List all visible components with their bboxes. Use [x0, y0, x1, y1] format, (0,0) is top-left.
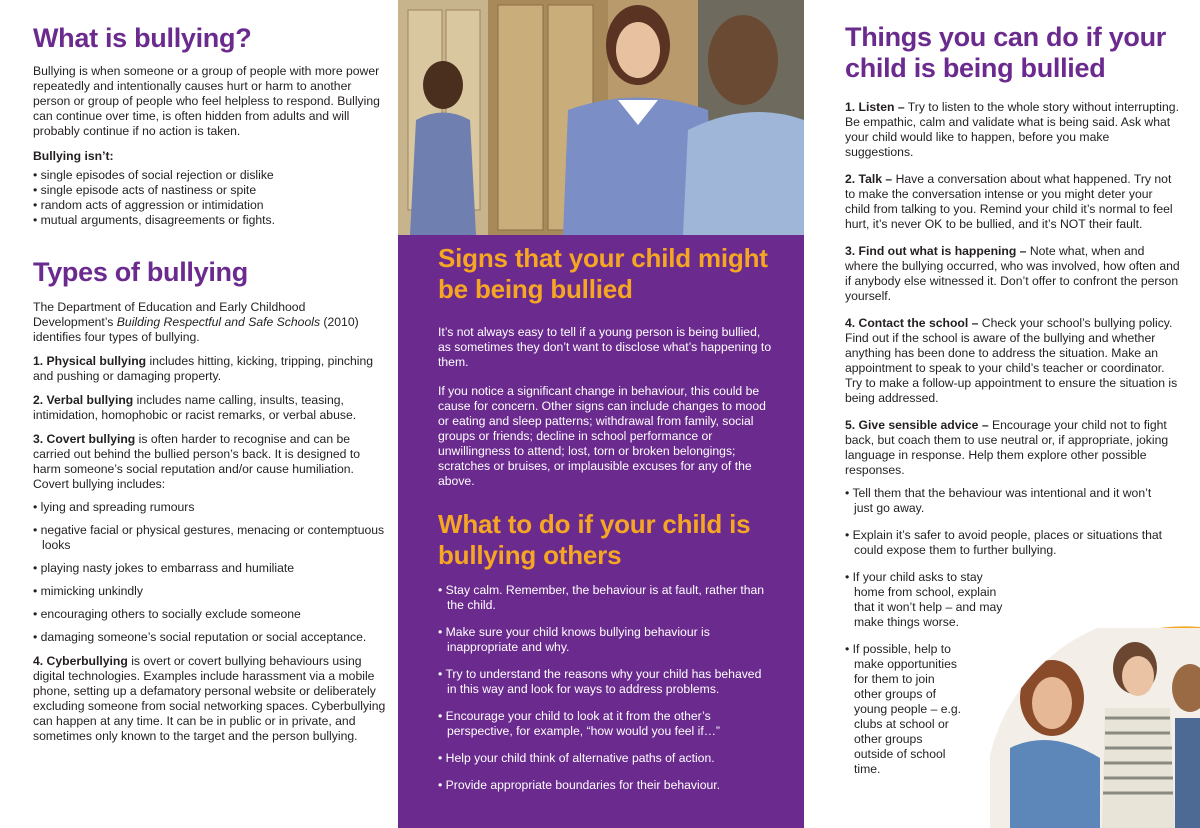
signs-panel [398, 235, 804, 828]
sensible-advice-label: 5. Give sensible advice – [845, 418, 989, 432]
mother-and-children-photo [990, 588, 1200, 828]
types-intro-text-end: (2010) identifies four types of bullying. [33, 315, 359, 344]
list-item: • damaging someone’s social reputation or social acceptance. [33, 630, 386, 645]
what-is-bullying-text: Bullying is when someone or a group of people with more power repeatedly and intentionally causes hurt or harm to another person or group of people who feel helpless to respond. Bullying can continue over time, is often hidden from adults and will probably continue if no action is taken. [33, 64, 380, 138]
covert-bullying-label: 3. Covert bullying [33, 432, 136, 446]
verbal-bullying-label: 2. Verbal bullying [33, 393, 134, 407]
types-intro-text: The Department of Education and Early Childhood Development’s [33, 300, 306, 329]
signs-heading: Signs that your child might be being bullied [438, 243, 768, 304]
physical-bullying-label: 1. Physical bullying [33, 354, 147, 368]
cyberbullying-label: 4. Cyberbullying [33, 654, 128, 668]
schoolgirls-lockers-photo [398, 0, 804, 235]
find-out-paragraph [845, 244, 1180, 304]
listen-text: Try to listen to the whole story without interrupting. Be empathic, calm and validate what is being said. Ask what your child would like to happen, before you make suggestions. [845, 100, 1179, 159]
cyberbullying-text: is overt or covert bullying behaviours using digital technologies. Examples include harassment via a mobile phone, setting up a defamatory personal website or deliberately excluding someone from social networking spaces. Cyberbullying can happen at any time. It can be in public or in private, and sometimes only known to the target and the person bullying. [33, 654, 386, 743]
find-out-label: 3. Find out what is happening – [845, 244, 1027, 258]
bullying-others-list [438, 583, 774, 793]
list-item: • Explain it’s safer to avoid people, places or situations that could expose them to further bullying. [845, 528, 1180, 558]
types-of-bullying-heading: Types of bullying [33, 257, 248, 287]
contact-school-paragraph [845, 316, 1180, 406]
covert-bullying-list [33, 500, 386, 645]
listen-label: 1. Listen – [845, 100, 905, 114]
types-intro [33, 300, 386, 345]
what-is-bullying-heading: What is bullying? [33, 23, 252, 53]
photo-illustration [990, 588, 1200, 828]
list-item: • Make sure your child knows bullying behaviour is inappropriate and why. [438, 625, 774, 655]
list-item: • Encourage your child to look at it from the other’s perspective, for example, “how would you feel if…” [438, 709, 774, 739]
cyberbullying-paragraph [33, 654, 386, 744]
list-item: • lying and spreading rumours [33, 500, 386, 515]
list-item: • mutual arguments, disagreements or fights. [33, 213, 386, 228]
list-item: • Stay calm. Remember, the behaviour is at fault, rather than the child. [438, 583, 774, 613]
signs-paragraph-1: It’s not always easy to tell if a young person is being bullied, as sometimes they don’t want to disclose what’s happening to them. [438, 325, 772, 369]
list-item: • Provide appropriate boundaries for their behaviour. [438, 778, 774, 793]
policy-title: Building Respectful and Safe Schools [116, 315, 321, 329]
sensible-advice-text: Encourage your child not to fight back, but coach them to use neutral or, if appropriate, joking language in response. Help them explore other possible responses. [845, 418, 1169, 477]
list-item: • random acts of aggression or intimidation [33, 198, 386, 213]
bullying-others-heading: What to do if your child is bullying others [438, 509, 751, 570]
list-item: • If possible, help to make opportunities for them to join other groups of young people – e.g. clubs at school or other groups outside of school time. [845, 642, 964, 777]
verbal-bullying-paragraph [33, 393, 386, 423]
list-item: • single episodes of social rejection or dislike [33, 168, 386, 183]
find-out-text: Note what, when and where the bullying occurred, who was involved, how often and if anybody else witnessed it. Don’t offer to confront the person yourself. [845, 244, 1180, 303]
sensible-advice-paragraph [845, 418, 1180, 478]
covert-bullying-paragraph [33, 432, 386, 492]
middle-column [398, 0, 804, 828]
covert-bullying-text: is often harder to recognise and can be carried out behind the bullied person’s back. It is designed to harm someone’s social reputation and/or cause humiliation. Covert bullying includes: [33, 432, 361, 491]
physical-bullying-paragraph [33, 354, 386, 384]
contact-school-label: 4. Contact the school – [845, 316, 979, 330]
talk-text: Have a conversation about what happened. Try not to make the conversation intense or you might deter your child from talking to you. Remind your child it’s normal to feel hurt, it’s never OK to be bullied, and it’s NOT their fault. [845, 172, 1173, 231]
photo-illustration [398, 0, 804, 235]
list-item: • Help your child think of alternative paths of action. [438, 751, 774, 766]
contact-school-text: Check your school’s bullying policy. Find out if the school is aware of the bullying and whether anything has been done to address the situation. Make an appointment to speak to your child’s teacher or coordinator. Try to make a follow-up appointment to ensure the situation is being addressed. [845, 316, 1178, 405]
list-item: • Try to understand the reasons why your child has behaved in this way and look for ways to address problems. [438, 667, 774, 697]
verbal-bullying-text: includes name calling, insults, teasing, intimidation, homophobic or racist remarks, or verbal abuse. [33, 393, 357, 422]
left-column [0, 0, 398, 828]
list-item: • mimicking unkindly [33, 584, 386, 599]
list-item: • encouraging others to socially exclude someone [33, 607, 386, 622]
talk-paragraph [845, 172, 1180, 232]
list-item: • negative facial or physical gestures, menacing or contemptuous looks [33, 523, 386, 553]
listen-paragraph [845, 100, 1180, 160]
list-item: • playing nasty jokes to embarrass and humiliate [33, 561, 386, 576]
list-item: • Tell them that the behaviour was intentional and it won’t just go away. [845, 486, 1154, 516]
signs-paragraph-2: If you notice a significant change in behaviour, this could be cause for concern. Other signs can include changes to mood or eating and sleep patterns; withdrawal from family, social groups or friends; decline in school performance or unwillingness to attend; lost, torn or broken belongings; scratches or bruises, or implausible excuses for any of the above. [438, 384, 766, 488]
list-item: • single episode acts of nastiness or spite [33, 183, 386, 198]
physical-bullying-text: includes hitting, kicking, tripping, pinching and pushing or damaging property. [33, 354, 374, 383]
talk-label: 2. Talk – [845, 172, 893, 186]
bullying-isnt-heading: Bullying isn’t: [33, 149, 114, 163]
list-item: • If your child asks to stay home from school, explain that it won’t help – and may make things worse. [845, 570, 1014, 630]
things-you-can-do-heading: Things you can do if your child is being bullied [845, 22, 1167, 83]
bullying-isnt-list [33, 168, 386, 228]
